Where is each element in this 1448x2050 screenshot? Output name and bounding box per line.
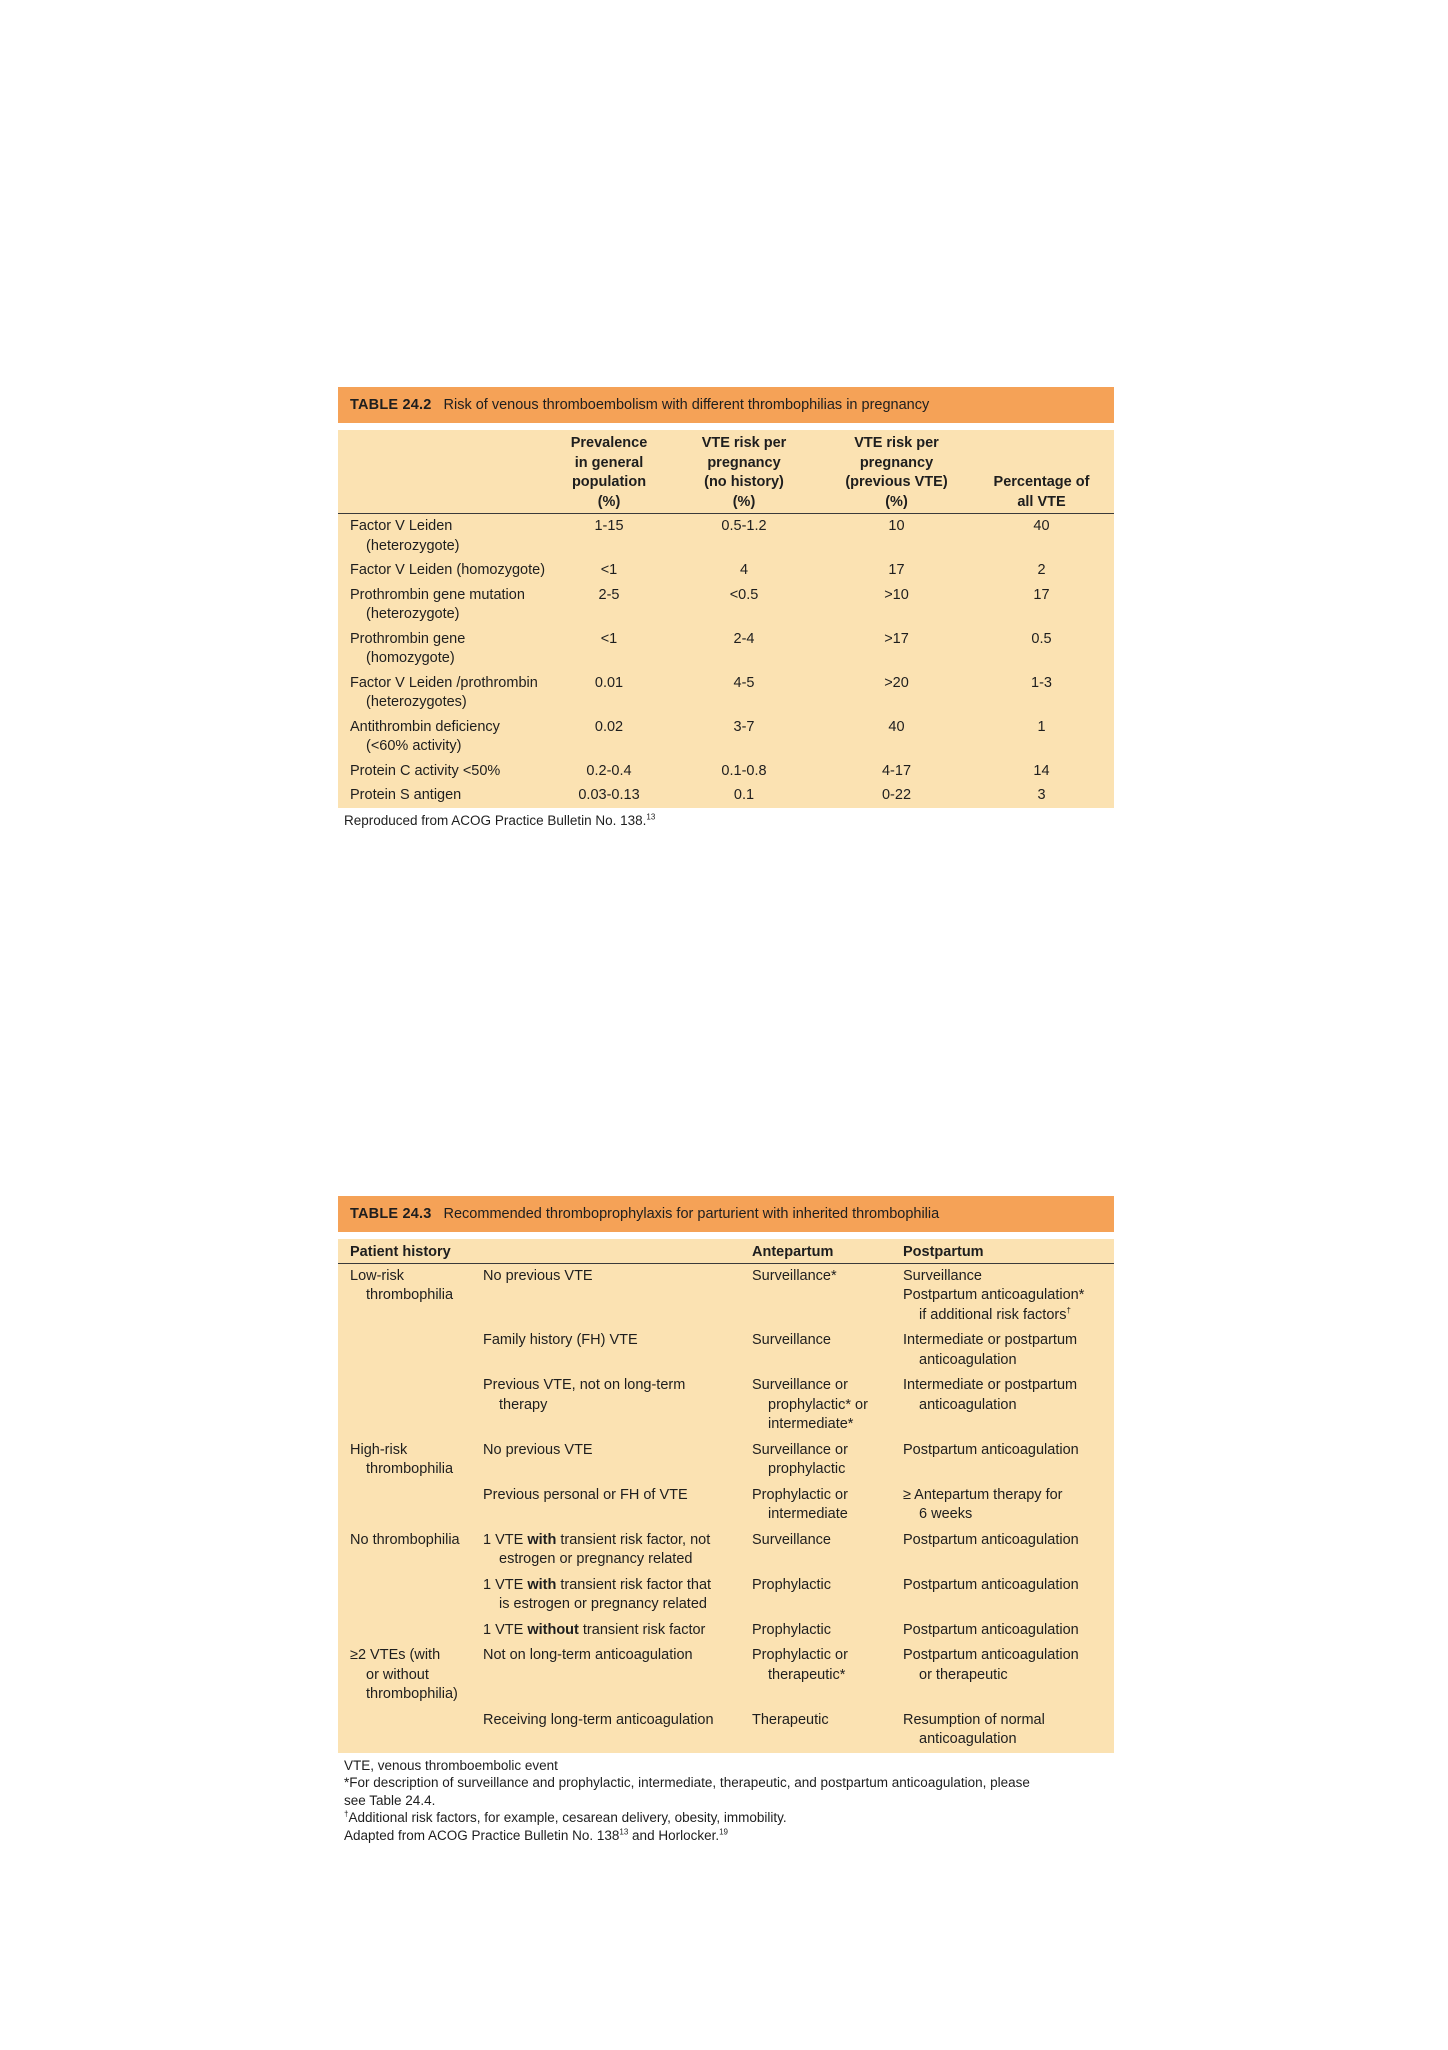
cell-postpartum: Intermediate or postpartum anticoagulation — [903, 1377, 1078, 1413]
footnote-line: †Additional risk factors, for example, cesarean delivery, obesity, immobility. — [344, 1809, 787, 1825]
row-label: Factor V Leiden (homozygote) — [350, 562, 546, 578]
cell-risk-previous: 0-22 — [881, 787, 912, 803]
cell-history: Previous VTE, not on long-term therapy — [483, 1377, 686, 1413]
row-label: Protein S antigen — [350, 787, 462, 803]
column-header-postpartum: Postpartum — [903, 1239, 1114, 1263]
table-row — [338, 1483, 1114, 1528]
table-row — [338, 1618, 1114, 1644]
cell-group — [338, 1573, 483, 1618]
cell-antepartum: Prophylactic — [752, 1576, 831, 1593]
cell-percentage: 2 — [1037, 562, 1046, 578]
cell-prevalence: 0.01 — [594, 674, 624, 691]
cell-antepartum: Surveillance — [752, 1531, 831, 1548]
cell-antepartum: Prophylactic or intermediate — [752, 1486, 848, 1522]
cell-prevalence: 1-15 — [594, 518, 624, 534]
cell-risk-previous: 40 — [888, 718, 905, 735]
cell-risk-no-history: 4-5 — [733, 674, 755, 691]
cell-postpartum: Postpartum anticoagulation or therapeutic — [903, 1647, 1079, 1683]
cell-postpartum: Postpartum anticoagulation — [903, 1531, 1079, 1548]
table-row — [338, 759, 1114, 784]
cell-prevalence: 0.03-0.13 — [578, 787, 640, 803]
cell-group — [338, 1483, 483, 1528]
table-24-3-footnotes — [338, 1757, 1114, 1845]
row-label: Factor V Leiden — [350, 518, 453, 534]
row-sublabel: (homozygote) — [366, 650, 455, 666]
cell-group — [338, 1708, 483, 1753]
cell-history: No previous VTE — [483, 1267, 593, 1284]
table-row — [338, 1438, 1114, 1483]
column-header-prevalence: Prevalence in general population (%) — [554, 430, 664, 514]
cell-postpartum: Postpartum anticoagulation — [903, 1576, 1079, 1593]
cell-prevalence: 2-5 — [598, 586, 620, 603]
table-24-2-header — [338, 387, 1114, 423]
cell-percentage: 40 — [1033, 518, 1050, 534]
cell-antepartum: Surveillance or prophylactic — [752, 1441, 848, 1477]
cell-history: Receiving long-term anticoagulation — [483, 1711, 714, 1728]
cell-percentage: 0.5 — [1031, 630, 1052, 647]
footnote-line: see Table 24.4. — [344, 1792, 436, 1808]
cell-percentage: 17 — [1033, 586, 1050, 603]
cell-postpartum: ≥ Antepartum therapy for 6 weeks — [903, 1486, 1063, 1522]
cell-risk-no-history: 3-7 — [733, 718, 755, 735]
table-row — [338, 627, 1114, 671]
thrombophilia-risk-table — [338, 430, 1114, 808]
table-row — [338, 1373, 1114, 1438]
cell-history: 1 VTE without transient risk factor — [483, 1621, 706, 1638]
footnote-line: Adapted from ACOG Practice Bulletin No. $138^{13}$ and Horlocker.$^{19}$ — [344, 1827, 728, 1843]
cell-history: No previous VTE — [483, 1441, 593, 1458]
cell-group — [338, 1373, 483, 1438]
cell-group: High-risk thrombophilia — [350, 1441, 454, 1477]
cell-antepartum: Prophylactic — [752, 1621, 831, 1638]
table-row — [338, 671, 1114, 715]
table-row — [338, 1328, 1114, 1373]
table-row — [338, 1708, 1114, 1753]
table-row — [338, 583, 1114, 627]
cell-risk-no-history: 2-4 — [733, 630, 755, 647]
cell-postpartum: Postpartum anticoagulation — [903, 1441, 1079, 1458]
table-row — [338, 783, 1114, 808]
table-24-3 — [338, 1196, 1114, 1844]
cell-history: 1 VTE with transient risk factor, not estrogen or pregnancy related — [483, 1531, 711, 1567]
table-row — [338, 1643, 1114, 1708]
cell-prevalence: 0.02 — [594, 718, 624, 735]
row-label: Antithrombin deficiency — [350, 718, 500, 735]
cell-antepartum: Surveillance or prophylactic* or intermediate* — [752, 1377, 868, 1432]
row-label: Factor V Leiden /prothrombin — [350, 674, 538, 691]
table-24-3-body — [338, 1239, 1114, 1753]
thromboprophylaxis-table — [338, 1239, 1114, 1753]
cell-percentage: 1-3 — [1031, 674, 1052, 691]
column-header-percentage: Percentage of all VTE — [969, 430, 1114, 514]
cell-risk-previous: 17 — [888, 562, 905, 578]
cell-postpartum: Postpartum anticoagulation — [903, 1621, 1079, 1638]
table-number: TABLE 24.3 — [350, 1206, 432, 1222]
table-header-row — [338, 1239, 1114, 1263]
cell-antepartum: Surveillance — [752, 1332, 831, 1348]
table-title: Recommended thromboprophylaxis for parturient with inherited thrombophilia — [443, 1206, 940, 1222]
cell-postpartum: Resumption of normal anticoagulation — [903, 1711, 1045, 1747]
cell-risk-previous: >17 — [884, 630, 909, 647]
cell-postpartum: Intermediate or postpartum anticoagulation — [903, 1332, 1078, 1368]
row-sublabel: (<60% activity) — [366, 738, 462, 754]
cell-percentage: 3 — [1037, 787, 1046, 803]
row-label: Protein C activity <50% — [350, 762, 501, 779]
table-row — [338, 1528, 1114, 1573]
cell-group: No thrombophilia — [350, 1531, 460, 1548]
cell-risk-previous: >10 — [884, 586, 909, 603]
table-title: Risk of venous thromboembolism with different thrombophilias in pregnancy — [443, 397, 930, 413]
column-header-condition — [338, 430, 554, 514]
table-row — [338, 558, 1114, 583]
column-header-patient-history: Patient history — [338, 1239, 752, 1263]
table-row — [338, 514, 1114, 559]
column-header-risk-no-history: VTE risk per pregnancy (no history) (%) — [664, 430, 824, 514]
cell-risk-previous: 10 — [888, 518, 905, 534]
cell-antepartum: Surveillance* — [752, 1267, 837, 1284]
cell-antepartum: Prophylactic or therapeutic* — [752, 1647, 848, 1683]
cell-risk-no-history: 4 — [739, 562, 749, 578]
table-24-3-header — [338, 1196, 1114, 1232]
cell-percentage: 1 — [1037, 718, 1046, 735]
footnote-line: VTE, venous thromboembolic event — [344, 1757, 558, 1773]
table-24-2 — [338, 387, 1114, 829]
table-row — [338, 715, 1114, 759]
row-label: Prothrombin gene — [350, 630, 466, 647]
cell-history: Not on long-term anticoagulation — [483, 1647, 693, 1663]
cell-antepartum: Therapeutic — [752, 1711, 829, 1728]
cell-history: Family history (FH) VTE — [483, 1332, 638, 1348]
row-sublabel: (heterozygotes) — [366, 694, 467, 710]
row-sublabel: (heterozygote) — [366, 606, 460, 622]
table-number: TABLE 24.2 — [350, 397, 432, 413]
footnote-line: *For description of surveillance and prophylactic, intermediate, therapeutic, and postpartum anticoagulation, please — [344, 1775, 1030, 1790]
column-header-risk-previous-vte: VTE risk per pregnancy (previous VTE) (%) — [824, 430, 969, 514]
table-24-2-footnote: Reproduced from ACOG Practice Bulletin No. 138.13 — [344, 812, 656, 828]
cell-group — [338, 1328, 483, 1373]
cell-percentage: 14 — [1033, 762, 1050, 779]
cell-risk-previous: >20 — [884, 674, 909, 691]
cell-postpartum: Surveillance Postpartum anticoagulation* if additional risk factors† — [903, 1267, 1085, 1323]
cell-group: ≥2 VTEs (with or without thrombophilia) — [350, 1647, 458, 1702]
row-label: Prothrombin gene mutation — [350, 586, 525, 603]
table-row — [338, 1263, 1114, 1328]
column-header-antepartum: Antepartum — [752, 1239, 903, 1263]
cell-group: Low-risk thrombophilia — [350, 1267, 454, 1303]
cell-risk-previous: 4-17 — [881, 762, 912, 779]
table-row — [338, 1573, 1114, 1618]
table-header-row — [338, 430, 1114, 514]
table-24-2-body — [338, 430, 1114, 808]
cell-group — [338, 1618, 483, 1644]
cell-risk-no-history: 0.5-1.2 — [721, 518, 767, 534]
cell-history: 1 VTE with transient risk factor that is estrogen or pregnancy related — [483, 1576, 712, 1612]
cell-history: Previous personal or FH of VTE — [483, 1486, 688, 1503]
cell-prevalence: <1 — [600, 630, 618, 647]
cell-prevalence: <1 — [600, 562, 618, 578]
cell-risk-no-history: 0.1-0.8 — [721, 762, 767, 779]
cell-prevalence: 0.2-0.4 — [586, 762, 632, 779]
cell-risk-no-history: <0.5 — [729, 586, 759, 603]
row-sublabel: (heterozygote) — [366, 537, 460, 554]
cell-risk-no-history: 0.1 — [733, 787, 755, 803]
